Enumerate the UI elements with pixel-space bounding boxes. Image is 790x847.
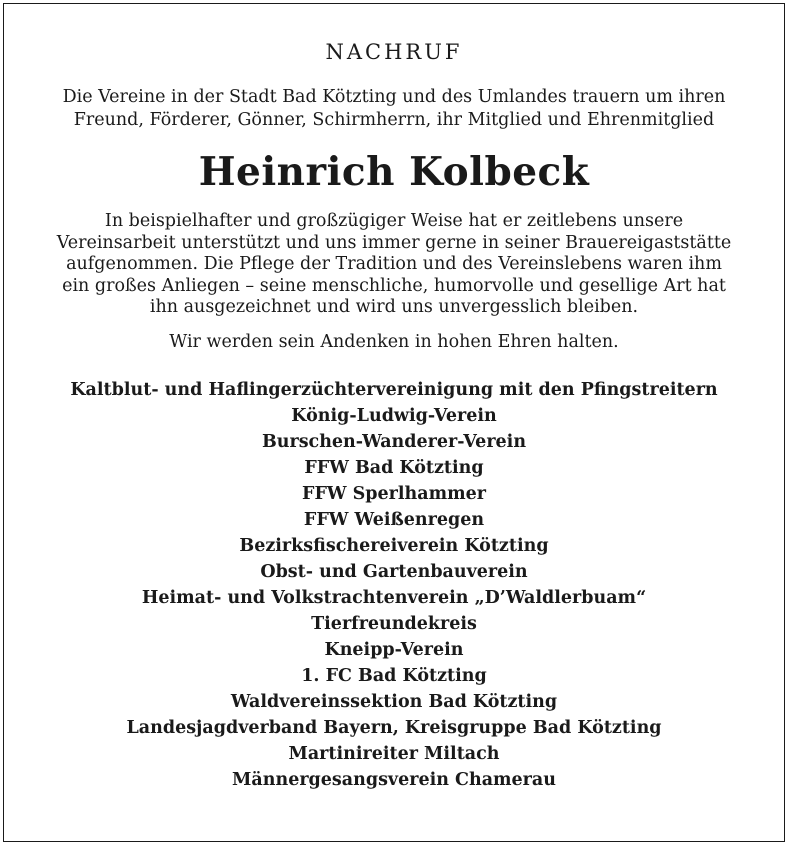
club-list xyxy=(4,377,784,793)
tribute-line: In beispielhafter und großzügiger Weise hat er zeitlebens unsere xyxy=(104,211,684,231)
club-name: Heimat- und Volkstrachtenverein „D’Waldlerbuam“ xyxy=(141,587,647,608)
tribute-text xyxy=(32,211,757,319)
club-name: König-Ludwig-Verein xyxy=(291,405,497,426)
notice-heading: NACHRUF xyxy=(325,40,463,64)
club-name: Kneipp-Verein xyxy=(324,639,464,660)
club-name: Landesjagdverband Bayern, Kreisgruppe Bad Kötzting xyxy=(126,717,662,738)
tribute-line: ihn ausgezeichnet und wird uns unvergesslich bleiben. xyxy=(149,297,639,317)
club-name: Tierfreundekreis xyxy=(311,613,477,634)
obituary-notice xyxy=(3,3,785,842)
club-name: Waldvereinssektion Bad Kötzting xyxy=(230,691,558,712)
club-name: 1. FC Bad Kötzting xyxy=(301,665,487,686)
deceased-name: Heinrich Kolbeck xyxy=(198,149,590,195)
club-name: Bezirksfischereiverein Kötzting xyxy=(239,535,549,556)
club-name: Obst- und Gartenbauverein xyxy=(260,561,528,582)
club-name: FFW Bad Kötzting xyxy=(304,457,484,478)
club-name: Burschen-Wanderer-Verein xyxy=(261,431,527,452)
tribute-line: aufgenommen. Die Pflege der Tradition und des Vereinslebens waren ihm xyxy=(66,254,722,274)
intro-text xyxy=(34,86,754,132)
club-name: Kaltblut- und Haflingerzüchtervereinigung mit den Pfingstreitern xyxy=(70,379,718,400)
closing-line: Wir werden sein Andenken in hohen Ehren halten. xyxy=(169,331,619,352)
tribute-line: Vereinsarbeit unterstützt und uns immer gerne in seiner Brauereigaststätte xyxy=(56,232,732,253)
club-name: Martinireiter Miltach xyxy=(288,743,500,764)
intro-line: Die Vereine in der Stadt Bad Kötzting und des Umlandes trauern um ihren xyxy=(62,87,726,107)
club-name: Männergesangsverein Chamerau xyxy=(232,769,556,790)
intro-line: Freund, Förderer, Gönner, Schirmherrn, ihr Mitglied und Ehrenmitglied xyxy=(73,110,715,130)
club-name: FFW Sperlhammer xyxy=(302,483,486,504)
tribute-line: ein großes Anliegen – seine menschliche, humorvolle und gesellige Art hat xyxy=(62,275,726,296)
club-name: FFW Weißenregen xyxy=(303,509,485,530)
